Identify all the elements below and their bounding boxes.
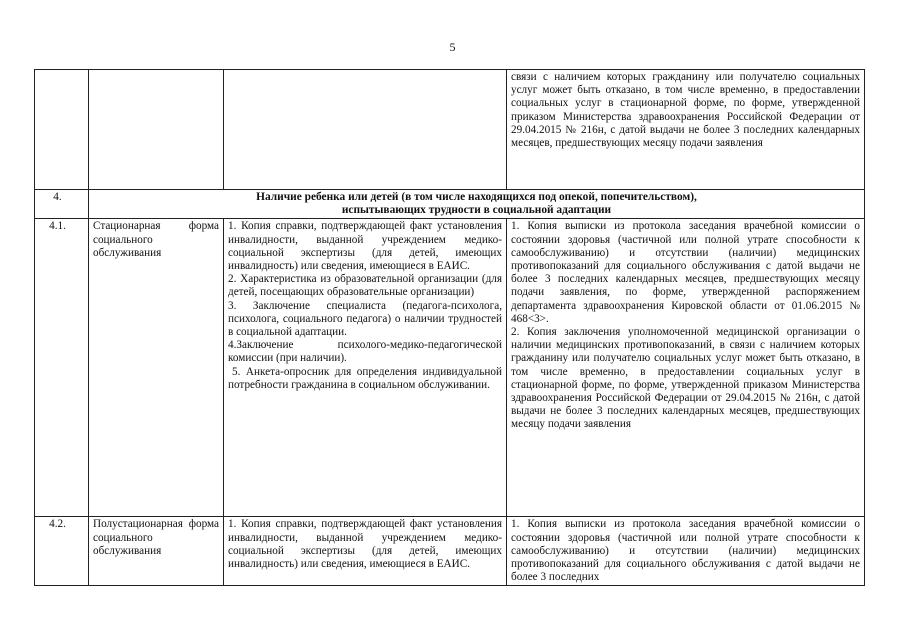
section-title-line: испытывающих трудности в социальной адаптации [341, 204, 612, 217]
document-item: 3. Заключение специалиста (педагога-психолога, психолога, социального педагога) о наличии трудностей в социальной адаптации. [228, 299, 502, 339]
page-number: 5 [449, 40, 456, 54]
medical-item: 2. Копия заключения уполномоченной медицинской организации о наличии медицинских противопоказаний, в связи с наличием которых гражданину или получателю социальных услуг может быть отказано, в том числе временно, в предоставлении социальных услуг в стационарной форме, по форме, утвержденной приказом Министерства здравоохранения Российской Федерации от 29.04.2015 № 216н, с датой выдачи не более 3 последних календарных месяцев, предшествующих месяцу подачи заявления [511, 326, 860, 431]
section-header-row [35, 190, 865, 219]
section-number: 4. [35, 190, 89, 219]
document-item: 1. Копия справки, подтверждающей факт установления инвалидности, выданной учреждением медико-социальной экспертизы (для детей, имеющих инвалидность) или сведения, имеющиеся в ЕАИС. [228, 518, 502, 571]
cell-empty [35, 70, 89, 190]
medical-item: 1. Копия выписки из протокола заседания врачебной комиссии о состоянии здоровья (частичной или полной утрате способности к самообслуживанию) и отсутствии (наличии) медицинских противопоказаний для социального обслуживания с датой выдачи не более 3 последних [511, 518, 860, 584]
medical-cell [507, 219, 865, 517]
medical-item: 1. Копия выписки из протокола заседания врачебной комиссии о состоянии здоровья (частичной или полной утрате способности к самообслуживанию) и отсутствии (наличии) медицинских противопоказаний для социального обслуживания с датой выдачи не более 3 последних календарных месяцев, предшествующих месяцу подачи заявления, по форме, утвержденной распоряжением департамента здравоохранения Кировской области от 01.06.2015 № 468<3>. [511, 220, 860, 325]
document-item: 4.Заключение психолого-медико-педагогической комиссии (при наличии). [228, 339, 502, 365]
document-item: 1. Копия справки, подтверждающей факт установления инвалидности, выданной учреждением медико-социальной экспертизы (для детей, имеющих инвалидность) или сведения, имеющиеся в ЕАИС. [228, 220, 502, 273]
continued-medical-text: связи с наличием которых гражданину или получателю социальных услуг может быть отказано, в том числе временно, в предоставлении социальных услуг в стационарной форме, по форме, утвержденной приказом Министерства здравоохранения Российской Федерации от 29.04.2015 № 216н, с датой выдачи не более 3 последних календарных месяцев, предшествующих месяцу подачи заявления [507, 70, 865, 190]
service-form: Полустационарная форма социального обслуживания [89, 517, 224, 586]
section-title-line: Наличие ребенка или детей (в том числе находящихся под опекой, попечительством), [256, 191, 697, 203]
row-number: 4.1. [35, 219, 89, 517]
cell-empty [224, 70, 507, 190]
documents-cell [224, 517, 507, 586]
criteria-table [34, 69, 865, 586]
section-title [89, 190, 865, 219]
document-item: 5. Анкета-опросник для определения индивидуальной потребности гражданина в социальном обслуживании. [228, 365, 502, 391]
cell-empty [89, 70, 224, 190]
document-item: 2. Характеристика из образовательной организации (для детей, посещающих образовательные организации) [228, 273, 502, 299]
table-row-continued [35, 70, 865, 190]
medical-cell [507, 517, 865, 586]
documents-cell [224, 219, 507, 517]
service-form: Стационарная форма социального обслуживания [89, 219, 224, 517]
row-number: 4.2. [35, 517, 89, 586]
table-row [35, 219, 865, 517]
table-row [35, 517, 865, 586]
